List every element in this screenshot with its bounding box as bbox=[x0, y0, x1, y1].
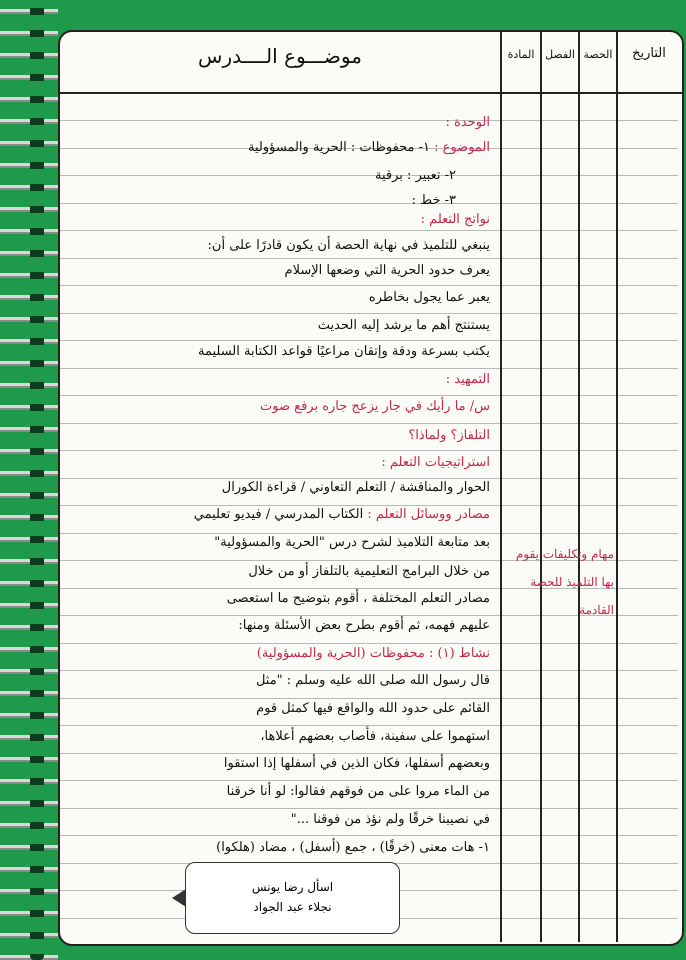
homework-note: مهام وتكليفات يقوم بها التلميذ للحصة القادمة bbox=[515, 547, 614, 617]
line-text: عليهم فهمه، ثم أقوم بطرح بعض الأسئلة ومنها: bbox=[238, 618, 490, 633]
lesson-line bbox=[238, 618, 490, 633]
ruled-line bbox=[60, 368, 678, 369]
line-text: ينبغي للتلميذ في نهاية الحصة أن يكون قادرًا على أن: bbox=[207, 238, 490, 253]
lesson-line bbox=[227, 784, 490, 799]
line-label: الموضوع : bbox=[434, 140, 490, 155]
credit-bubble bbox=[185, 862, 400, 934]
ruled-line bbox=[60, 808, 678, 809]
column-period: الحصة bbox=[583, 48, 613, 61]
line-text: يعرف حدود الحرية التي وضعها الإسلام bbox=[284, 263, 490, 278]
lesson-line bbox=[291, 812, 490, 827]
lesson-line bbox=[285, 263, 490, 278]
line-text: س/ ما رأيك في جار يزعج جاره برفع صوت bbox=[260, 399, 490, 414]
lesson-line bbox=[381, 455, 490, 470]
line-text: التمهيد : bbox=[445, 372, 490, 387]
ruled-line bbox=[60, 258, 678, 259]
line-text: بعد متابعة التلاميذ لشرح درس "الحرية والمسؤولية" bbox=[214, 535, 490, 550]
notebook-spiral bbox=[0, 0, 58, 960]
line-text: القائم على حدود الله والواقع فيها كمثل قوم bbox=[256, 701, 490, 716]
lesson-line bbox=[446, 115, 490, 130]
line-text: يعبر عما يجول بخاطره bbox=[368, 290, 490, 305]
ruled-line bbox=[60, 340, 678, 341]
column-divider bbox=[540, 30, 542, 942]
lesson-line bbox=[198, 344, 490, 359]
lesson-line bbox=[375, 168, 456, 183]
lesson-line bbox=[248, 140, 490, 155]
lesson-line bbox=[421, 212, 490, 227]
ruled-line bbox=[60, 230, 678, 231]
ruled-line bbox=[60, 285, 678, 286]
page-title: موضـــوع الــــدرس bbox=[198, 44, 362, 68]
ruled-line bbox=[60, 395, 678, 396]
line-text: ٢- تعبير : برقية bbox=[375, 168, 456, 183]
lesson-line bbox=[318, 318, 490, 333]
lesson-line bbox=[256, 701, 490, 716]
ruled-line bbox=[60, 753, 678, 754]
line-text: وبعضهم أسفلها، فكان الذين في أسفلها إذا استقوا bbox=[223, 756, 490, 771]
line-text: في نصيبنا خرقًا ولم نؤذ من فوقنا ..." bbox=[290, 812, 490, 827]
line-text: نواتج التعلم : bbox=[420, 212, 490, 227]
ruled-line bbox=[60, 450, 678, 451]
line-text: التلفاز؟ ولماذا؟ bbox=[408, 428, 490, 443]
ruled-line bbox=[60, 670, 678, 671]
line-text: ٣- خط : bbox=[411, 193, 456, 208]
lesson-line bbox=[216, 840, 490, 855]
lesson-line bbox=[369, 290, 490, 305]
lesson-line bbox=[260, 399, 490, 414]
line-label: مصادر ووسائل التعلم : bbox=[367, 507, 490, 522]
lesson-line bbox=[224, 756, 490, 771]
line-text: يكتب بسرعة ودقة وإتقان مراعيًا قواعد الكتابة السليمة bbox=[198, 344, 490, 359]
ruled-line bbox=[60, 780, 678, 781]
column-subject: المادة bbox=[507, 48, 535, 61]
lesson-line bbox=[248, 564, 490, 579]
ruled-line bbox=[60, 120, 678, 121]
lesson-line bbox=[214, 535, 490, 550]
ruled-line bbox=[60, 423, 678, 424]
ruled-line bbox=[60, 533, 678, 534]
column-divider bbox=[616, 30, 618, 942]
spiral-holes bbox=[30, 0, 44, 960]
line-text: من خلال البرامج التعليمية بالتلفاز أو من خلال bbox=[248, 564, 490, 579]
lesson-line bbox=[257, 646, 490, 661]
lesson-line bbox=[446, 372, 490, 387]
lesson-line bbox=[260, 729, 490, 744]
line-text: قال رسول الله صلى الله عليه وسلم : "مثل bbox=[255, 673, 490, 688]
ruled-line bbox=[60, 698, 678, 699]
line-text: استهموا على سفينة، فأصاب بعضهم أعلاها، bbox=[260, 729, 490, 744]
line-text: ١- هات معنى (خرقًا) ، جمع (أسفل) ، مضاد (هلكوا) bbox=[216, 840, 490, 855]
line-text: ١- محفوظات : الحرية والمسؤولية bbox=[248, 140, 435, 155]
line-text: نشاط (١) : محفوظات (الحرية والمسؤولية) bbox=[256, 646, 490, 661]
line-text: الكتاب المدرسي / فيديو تعليمي bbox=[193, 507, 368, 522]
lesson-line bbox=[208, 238, 490, 253]
line-text: الوحدة : bbox=[445, 115, 490, 130]
ruled-line bbox=[60, 835, 678, 836]
lesson-line bbox=[222, 480, 490, 495]
column-date: التاريخ bbox=[632, 46, 666, 61]
ruled-line bbox=[60, 478, 678, 479]
ruled-line bbox=[60, 203, 678, 204]
ruled-line bbox=[60, 175, 678, 176]
ruled-line bbox=[60, 505, 678, 506]
lesson-line bbox=[256, 673, 490, 688]
credit-line-1: اسأل رضا يونس bbox=[251, 880, 334, 894]
lesson-line bbox=[227, 591, 490, 606]
lesson-line bbox=[408, 428, 490, 443]
line-text: يستنتج أهم ما يرشد إليه الحديث bbox=[317, 318, 490, 333]
lesson-line bbox=[412, 193, 456, 208]
credit-line-2: نجلاء عبد الجواد bbox=[253, 900, 332, 914]
lesson-line bbox=[194, 507, 490, 522]
column-divider bbox=[500, 30, 502, 942]
ruled-line bbox=[60, 725, 678, 726]
line-text: استراتيجيات التعلم : bbox=[381, 455, 490, 470]
column-divider bbox=[578, 30, 580, 942]
ruled-line bbox=[60, 643, 678, 644]
line-text: الحوار والمناقشة / التعلم التعاوني / قراءة الكورال bbox=[221, 480, 490, 495]
ruled-line bbox=[60, 313, 678, 314]
line-text: من الماء مروا على من فوقهم فقالوا: لو أنا خرقنا bbox=[226, 784, 490, 799]
line-text: مصادر التعلم المختلفة ، أقوم بتوضيح ما استعصى bbox=[226, 591, 490, 606]
column-class: الفصل bbox=[545, 48, 575, 61]
